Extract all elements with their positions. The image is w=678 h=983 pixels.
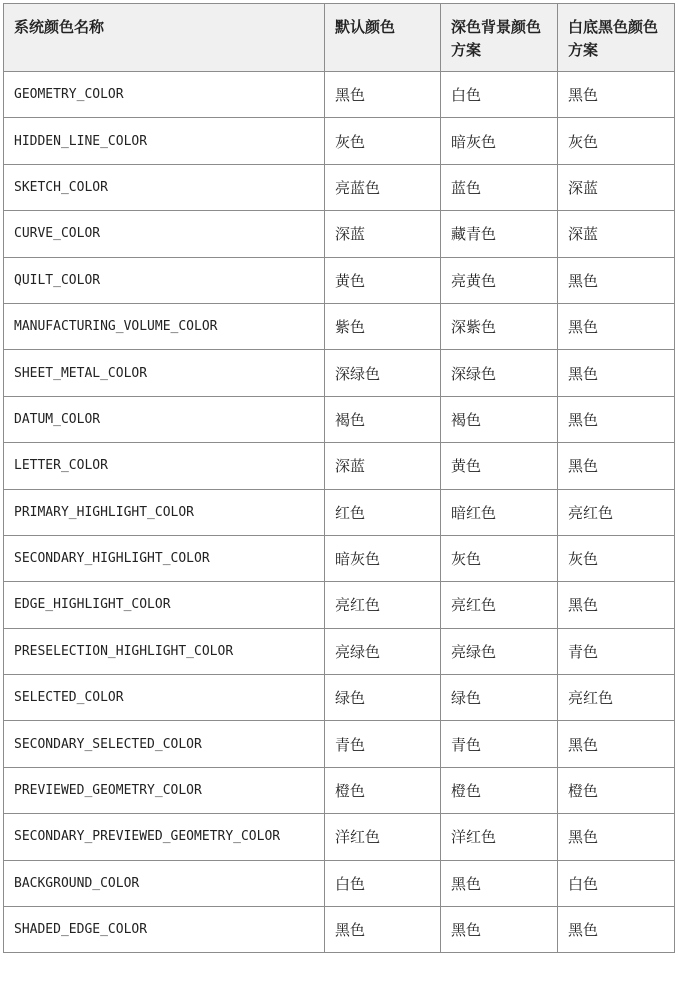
table-row [4,767,675,813]
cell-dark-background-color: 洋红色 [441,814,558,860]
cell-system-color-name: EDGE_HIGHLIGHT_COLOR [4,582,325,628]
cell-dark-background-color: 黑色 [441,907,558,953]
cell-default-color: 红色 [325,489,441,535]
cell-dark-background-color: 亮红色 [441,582,558,628]
cell-default-color: 橙色 [325,767,441,813]
cell-system-color-name: PRESELECTION_HIGHLIGHT_COLOR [4,628,325,674]
cell-system-color-name: BACKGROUND_COLOR [4,860,325,906]
cell-system-color-name: CURVE_COLOR [4,211,325,257]
cell-black-on-white-color: 黑色 [558,582,675,628]
cell-default-color: 绿色 [325,675,441,721]
table-row [4,257,675,303]
table-row [4,860,675,906]
cell-black-on-white-color: 灰色 [558,535,675,581]
cell-system-color-name: SHEET_METAL_COLOR [4,350,325,396]
cell-dark-background-color: 橙色 [441,767,558,813]
table-row [4,814,675,860]
cell-system-color-name: SELECTED_COLOR [4,675,325,721]
table-row [4,443,675,489]
header-black-on-white-scheme: 白底黑色颜色方案 [558,4,675,72]
cell-dark-background-color: 暗红色 [441,489,558,535]
cell-dark-background-color: 绿色 [441,675,558,721]
cell-black-on-white-color: 黑色 [558,257,675,303]
table-row [4,350,675,396]
cell-black-on-white-color: 黑色 [558,907,675,953]
cell-dark-background-color: 暗灰色 [441,118,558,164]
cell-system-color-name: PREVIEWED_GEOMETRY_COLOR [4,767,325,813]
cell-dark-background-color: 青色 [441,721,558,767]
table-row [4,72,675,118]
cell-black-on-white-color: 白色 [558,860,675,906]
cell-black-on-white-color: 灰色 [558,118,675,164]
cell-system-color-name: PRIMARY_HIGHLIGHT_COLOR [4,489,325,535]
cell-default-color: 亮红色 [325,582,441,628]
cell-dark-background-color: 灰色 [441,535,558,581]
cell-system-color-name: SKETCH_COLOR [4,164,325,210]
table-row [4,489,675,535]
cell-black-on-white-color: 黑色 [558,72,675,118]
cell-dark-background-color: 黄色 [441,443,558,489]
cell-black-on-white-color: 深蓝 [558,164,675,210]
cell-default-color: 暗灰色 [325,535,441,581]
cell-system-color-name: QUILT_COLOR [4,257,325,303]
cell-dark-background-color: 褐色 [441,396,558,442]
table-row [4,303,675,349]
table-row [4,535,675,581]
cell-system-color-name: SECONDARY_HIGHLIGHT_COLOR [4,535,325,581]
table-header [4,4,675,72]
cell-dark-background-color: 深紫色 [441,303,558,349]
table-row [4,211,675,257]
table-row [4,396,675,442]
cell-default-color: 灰色 [325,118,441,164]
header-system-color-name: 系统颜色名称 [4,4,325,72]
table-row [4,164,675,210]
cell-dark-background-color: 亮黄色 [441,257,558,303]
cell-black-on-white-color: 亮红色 [558,675,675,721]
cell-default-color: 褐色 [325,396,441,442]
cell-default-color: 亮蓝色 [325,164,441,210]
cell-default-color: 亮绿色 [325,628,441,674]
table-row [4,118,675,164]
cell-black-on-white-color: 黑色 [558,814,675,860]
cell-default-color: 深蓝 [325,211,441,257]
cell-system-color-name: DATUM_COLOR [4,396,325,442]
cell-black-on-white-color: 深蓝 [558,211,675,257]
cell-default-color: 黄色 [325,257,441,303]
table-row [4,721,675,767]
cell-dark-background-color: 深绿色 [441,350,558,396]
cell-default-color: 黑色 [325,72,441,118]
cell-black-on-white-color: 黑色 [558,303,675,349]
table-row [4,582,675,628]
cell-system-color-name: SECONDARY_PREVIEWED_GEOMETRY_COLOR [4,814,325,860]
color-scheme-table [3,3,675,953]
cell-black-on-white-color: 黑色 [558,443,675,489]
table-row [4,628,675,674]
table-row [4,675,675,721]
color-scheme-table-container [3,3,674,953]
cell-dark-background-color: 白色 [441,72,558,118]
cell-black-on-white-color: 黑色 [558,396,675,442]
header-row [4,4,675,72]
cell-system-color-name: LETTER_COLOR [4,443,325,489]
cell-default-color: 白色 [325,860,441,906]
header-dark-background-scheme: 深色背景颜色方案 [441,4,558,72]
cell-system-color-name: MANUFACTURING_VOLUME_COLOR [4,303,325,349]
table-row [4,907,675,953]
cell-black-on-white-color: 亮红色 [558,489,675,535]
cell-system-color-name: SECONDARY_SELECTED_COLOR [4,721,325,767]
cell-default-color: 深绿色 [325,350,441,396]
header-default-color: 默认颜色 [325,4,441,72]
cell-dark-background-color: 亮绿色 [441,628,558,674]
cell-default-color: 青色 [325,721,441,767]
cell-black-on-white-color: 黑色 [558,350,675,396]
cell-black-on-white-color: 黑色 [558,721,675,767]
cell-black-on-white-color: 青色 [558,628,675,674]
cell-default-color: 紫色 [325,303,441,349]
cell-default-color: 黑色 [325,907,441,953]
cell-dark-background-color: 黑色 [441,860,558,906]
cell-dark-background-color: 蓝色 [441,164,558,210]
cell-system-color-name: HIDDEN_LINE_COLOR [4,118,325,164]
cell-default-color: 深蓝 [325,443,441,489]
cell-default-color: 洋红色 [325,814,441,860]
cell-system-color-name: SHADED_EDGE_COLOR [4,907,325,953]
cell-black-on-white-color: 橙色 [558,767,675,813]
cell-dark-background-color: 藏青色 [441,211,558,257]
cell-system-color-name: GEOMETRY_COLOR [4,72,325,118]
table-body [4,72,675,953]
